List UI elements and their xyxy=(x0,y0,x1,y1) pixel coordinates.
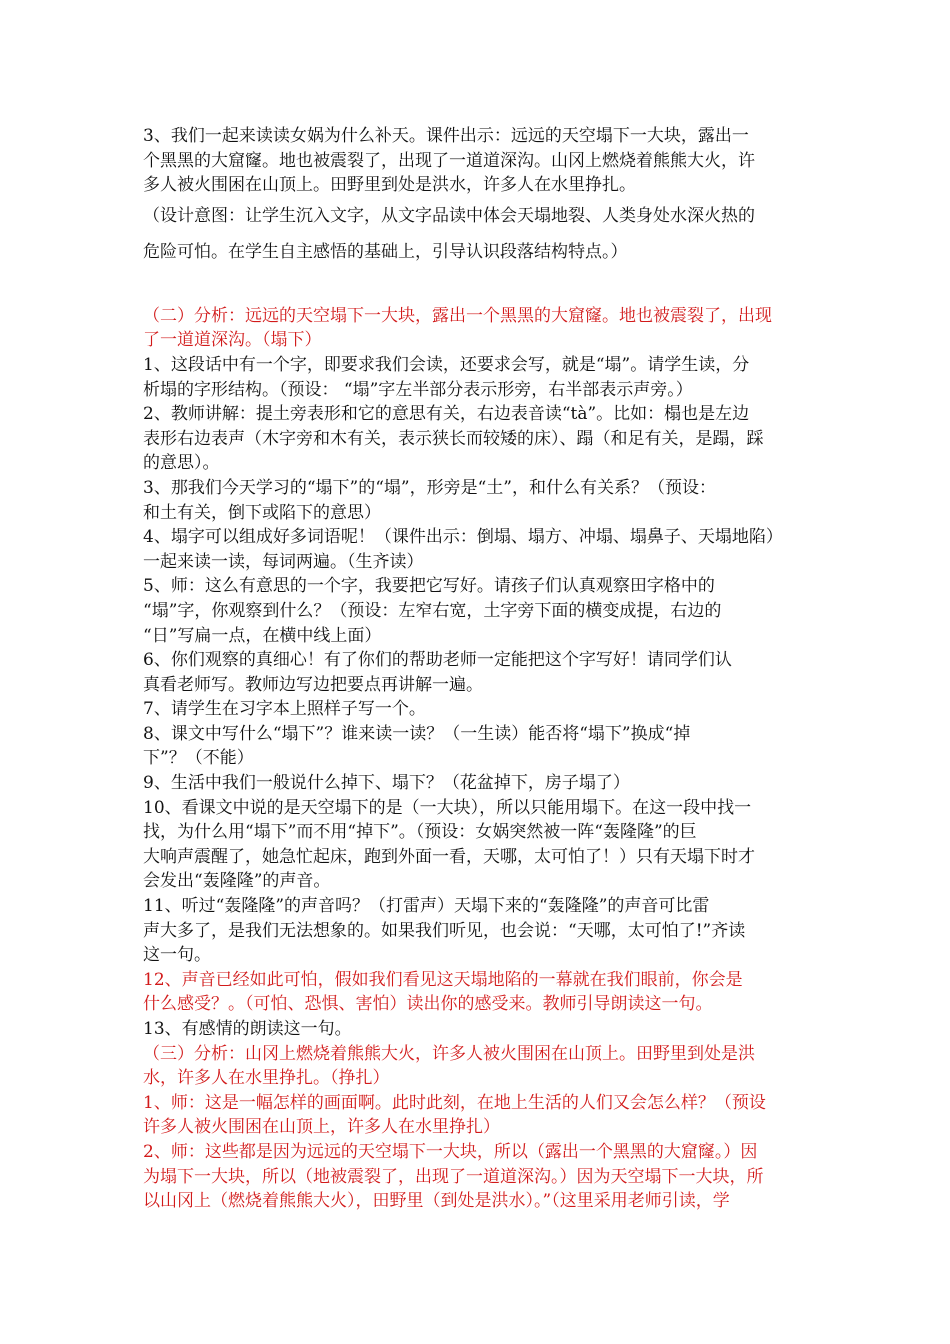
text-line: 下”？（不能） xyxy=(143,748,254,769)
text-line: 7、请学生在习字本上照样子写一个。 xyxy=(143,699,426,720)
document-body xyxy=(143,124,812,1214)
section-two-heading: （二）分析：远远的天空塌下一大块，露出一个黑黑的大窟窿。地也被震裂了，出现 xyxy=(143,305,772,326)
design-intent-line: （设计意图：让学生沉入文字，从文字品读中体会天塌地裂、人类身处水深火热的 xyxy=(143,205,755,226)
text-line: 3、我们一起来读读女娲为什么补天。课件出示：远远的天空塌下一大块，露出一 xyxy=(143,126,749,146)
text-line: 一起来读一读，每词两遍。（生齐读） xyxy=(143,551,424,572)
highlight-line: 1、师：这是一幅怎样的画面啊。此时此刻，在地上生活的人们又会怎么样？（预设 xyxy=(143,1092,766,1113)
text-line: 4、塌字可以组成好多词语呢！（课件出示：倒塌、塌方、冲塌、塌鼻子、天塌地陷） xyxy=(143,527,783,548)
text-line: 13、有感情的朗读这一句。 xyxy=(143,1019,352,1039)
section-three-heading: （三）分析：山冈上燃烧着熊熊大火，许多人被火围困在山顶上。田野里到处是洪 xyxy=(143,1043,755,1064)
text-line: “塌”字，你观察到什么？（预设：左窄右宽，土字旁下面的横变成提，右边的 xyxy=(143,600,722,621)
highlight-line: 许多人被火围困在山顶上，许多人在水里挣扎） xyxy=(143,1117,500,1138)
text-line: 10、看课文中说的是天空塌下的是（一大块），所以只能用塌下。在这一段中找一 xyxy=(143,797,752,818)
text-line: 多人被火围困在山顶上。田野里到处是洪水，许多人在水里挣扎。 xyxy=(143,175,636,196)
text-line: 3、那我们今天学习的“塌下”的“塌”，形旁是“土”，和什么有关系？（预设： xyxy=(143,477,716,498)
text-line: 1、这段话中有一个字，即要求我们会读，还要求会写，就是“塌”。请学生读，分 xyxy=(143,354,750,375)
text-line: 找，为什么用“塌下”而不用“掉下”。（预设：女娲突然被一阵“轰隆隆”的巨 xyxy=(143,822,697,843)
text-line: 这一句。 xyxy=(143,945,211,966)
text-line: 声大多了，是我们无法想象的。如果我们听见，也会说：“天哪，太可怕了!”齐读 xyxy=(143,920,746,941)
text-line: 表形右边表声（木字旁和木有关，表示狭长而较矮的床）、蹋（和足有关，是蹋，踩 xyxy=(143,428,764,449)
text-line: 真看老师写。教师边写边把要点再讲解一遍。 xyxy=(143,674,483,695)
text-line: 5、师：这么有意思的一个字，我要把它写好。请孩子们认真观察田字格中的 xyxy=(143,576,715,597)
text-line: 会发出“轰隆隆”的声音。 xyxy=(143,871,331,892)
highlight-line: 为塌下一大块，所以（地被震裂了，出现了一道道深沟。）因为天空塌下一大块，所 xyxy=(143,1166,764,1187)
text-line: 个黑黑的大窟窿。地也被震裂了，出现了一道道深沟。山冈上燃烧着熊熊大火，许 xyxy=(143,150,755,171)
highlight-line: 2、师：这些都是因为远远的天空塌下一大块，所以（露出一个黑黑的大窟窿。）因 xyxy=(143,1141,758,1162)
text-line: 9、生活中我们一般说什么掉下、塌下？（花盆掉下，房子塌了） xyxy=(143,773,630,794)
text-line: 6、你们观察的真细心！有了你们的帮助老师一定能把这个字写好！请同学们认 xyxy=(143,650,732,671)
section-two-heading: 了一道道深沟。（塌下） xyxy=(143,330,322,351)
highlight-line: 12、声音已经如此可怕，假如我们看见这天塌地陷的一幕就在我们眼前，你会是 xyxy=(143,969,743,990)
text-line: 析塌的字形结构。（预设： “塌”字左半部分表示形旁，右半部表示声旁。） xyxy=(143,379,693,400)
text-line: “日”写扁一点，在横中线上面） xyxy=(143,625,382,646)
highlight-line: 什么感受？。（可怕、恐惧、害怕）读出你的感受来。教师引导朗读这一句。 xyxy=(143,994,713,1015)
text-line: 的意思）。 xyxy=(143,453,220,474)
design-intent-line: 危险可怕。在学生自主感悟的基础上，引导认识段落结构特点。） xyxy=(143,241,628,262)
text-line: 2、教师讲解：提土旁表形和它的意思有关，右边表音读“tà”。比如：榻也是左边 xyxy=(143,404,750,425)
highlight-line: 以山冈上（燃烧着熊熊大火），田野里（到处是洪水）。”（这里采用老师引读，学 xyxy=(143,1191,730,1212)
text-line: 11、听过“轰隆隆”的声音吗？（打雷声）天塌下来的“轰隆隆”的声音可比雷 xyxy=(143,896,710,917)
section-three-heading: 水，许多人在水里挣扎。（挣扎） xyxy=(143,1068,390,1089)
text-line: 大响声震醒了，她急忙起床，跑到外面一看，天哪，太可怕了！）只有天塌下时才 xyxy=(143,846,755,867)
text-line: 8、课文中写什么“塌下”？谁来读一读？（一生读）能否将“塌下”换成“掉 xyxy=(143,723,691,744)
text-line: 和土有关，倒下或陷下的意思） xyxy=(143,502,381,523)
